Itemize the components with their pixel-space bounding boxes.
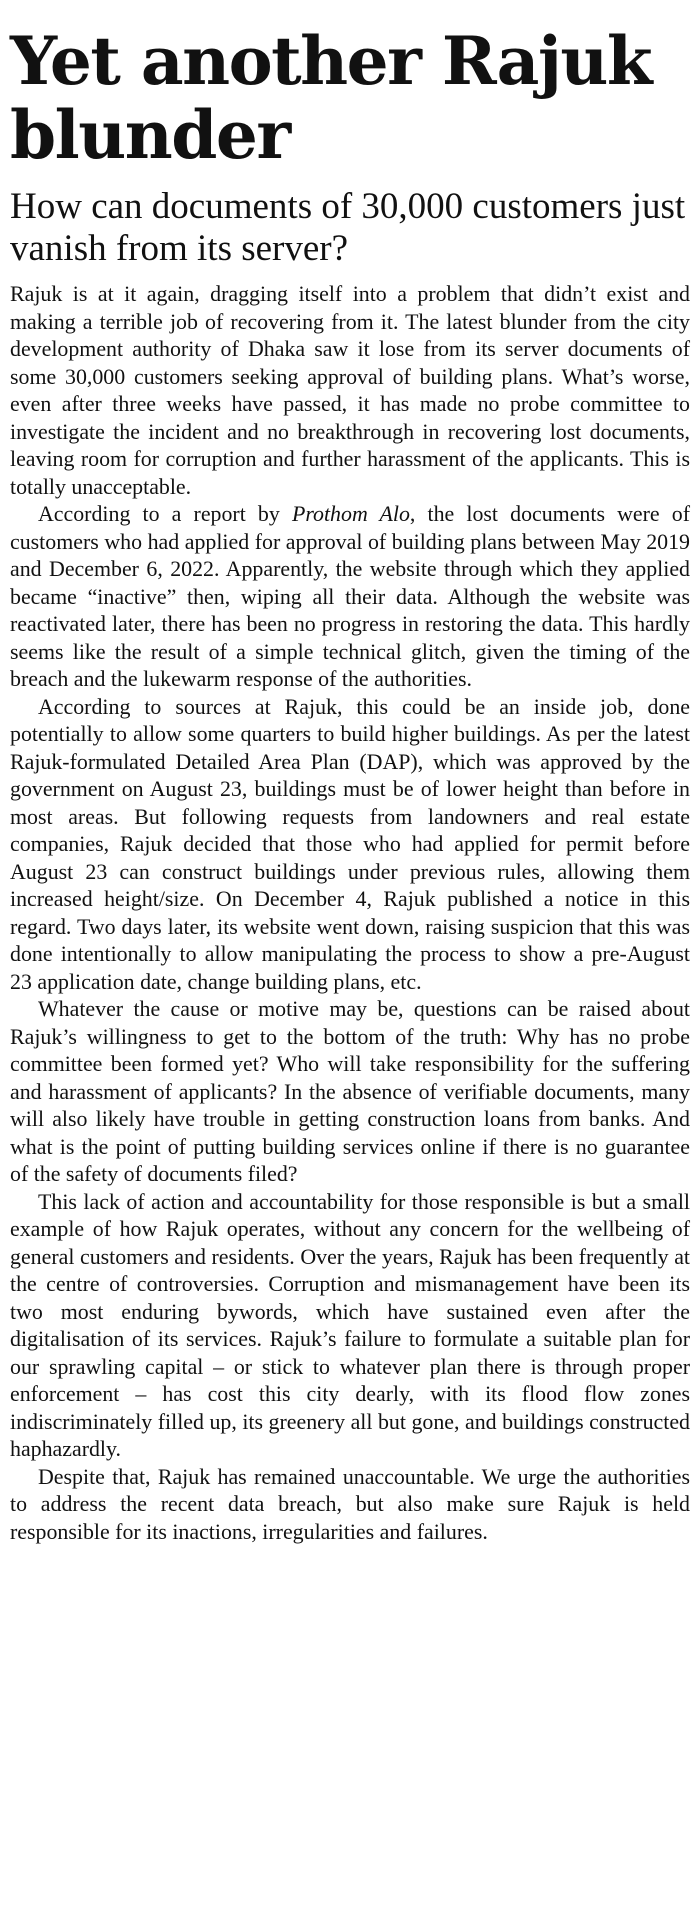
body-paragraph-3: According to sources at Rajuk, this could be an inside job, done potentially to allow some quarters to build higher buildings. As per the latest Rajuk-formulated Detailed Area Plan (DAP), which was approved by the government on August 23, buildings must be of lower height than before in most areas. But following requests from landowners and real estate companies, Rajuk decided that those who had applied for permit before August 23 can construct buildings under previous rules, allowing them increased height/size. On December 4, Rajuk published a notice in this regard. Two days later, its website went down, raising suspicion that this was done intentionally to allow manipulating the process to show a pre-August 23 application date, change building plans, etc. [10,693,690,994]
subheadline: How can documents of 30,000 customers just vanish from its server? [10,186,686,269]
paragraph-2-rest: , the lost documents were of customers who had applied for approval of building plans between May 2019 and December 6, 2022. Apparently, the website through which they applied became “inactive” then, wiping all their data. Although the website was reactivated later, there has been no progress in restoring the data. This hardly seems like the result of a simple technical glitch, given the timing of the breach and the lukewarm response of the authorities. [10,501,690,691]
body-paragraph-6: Despite that, Rajuk has remained unaccountable. We urge the authorities to address the recent data breach, but also make sure Rajuk is held responsible for its inactions, irregularities and failures. [10,1463,690,1544]
body-paragraph-1: Rajuk is at it again, dragging itself into a problem that didn’t exist and making a terrible job of recovering from it. The latest blunder from the city development authority of Dhaka saw it lose from its server documents of some 30,000 customers seeking approval of building plans. What’s worse, even after three weeks have passed, it has made no probe committee to investigate the incident and no breakthrough in recovering lost documents, leaving room for corruption and further harassment of the applicants. This is totally unacceptable. [10,281,690,499]
article-body [10,280,690,1545]
body-paragraph-4: Whatever the cause or motive may be, questions can be raised about Rajuk’s willingness to get to the bottom of the truth: Why has no probe committee been formed yet? Who will take responsibility for the suffering and harassment of applicants? In the absence of verifiable documents, many will also likely have trouble in getting construction loans from banks. And what is the point of putting building services online if there is no guarantee of the safety of documents filed? [10,996,690,1186]
headline: Yet another Rajuk blunder [10,22,652,174]
paragraph-2-lead: According to a report by [38,501,292,526]
source-publication-name: Prothom Alo [291,501,410,526]
body-paragraph-2 [10,500,690,693]
body-paragraph-5: This lack of action and accountability for those responsible is but a small example of how Rajuk operates, without any concern for the wellbeing of general customers and residents. Over the years, Rajuk has been frequently at the centre of controversies. Corruption and mismanagement have been its two most enduring bywords, which have sustained even after the digitalisation of its services. Rajuk’s failure to formulate a suitable plan for our sprawling capital – or stick to whatever plan there is through proper enforcement – has cost this city dearly, with its flood flow zones indiscriminately filled up, its greenery all but gone, and buildings constructed haphazardly. [10,1188,690,1461]
